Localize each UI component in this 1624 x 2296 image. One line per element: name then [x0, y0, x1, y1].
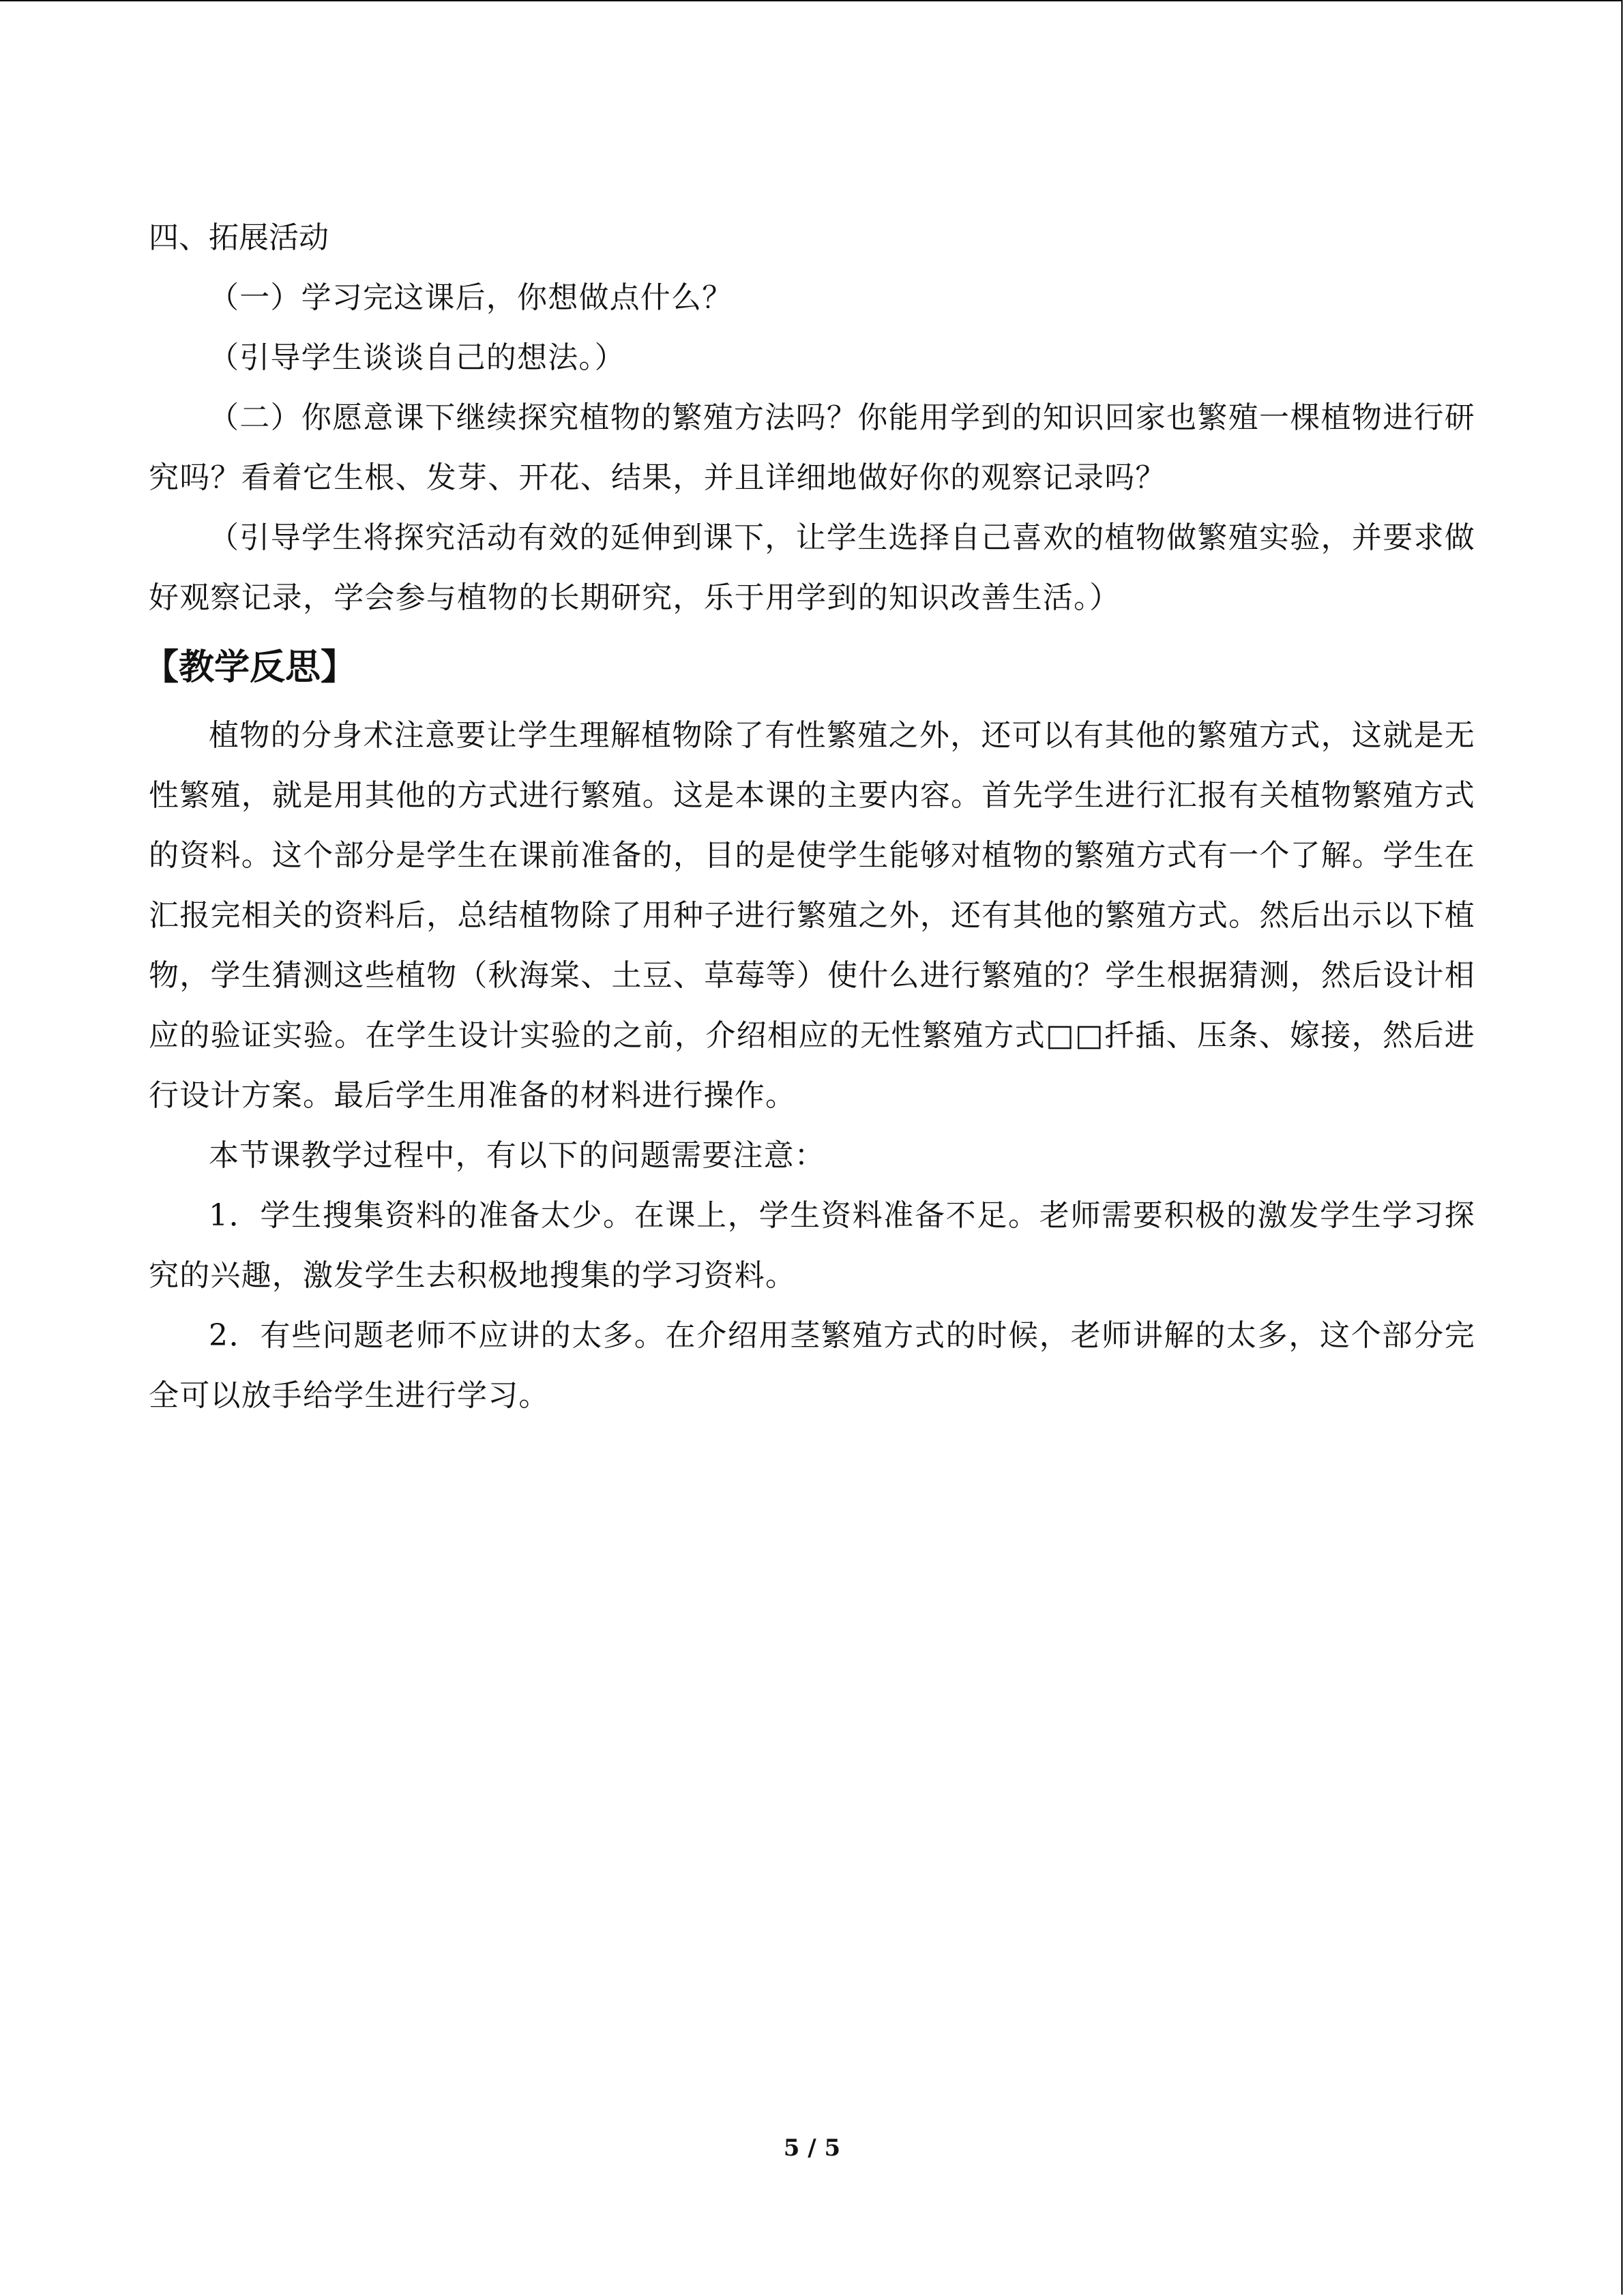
paragraph-guide-one: （引导学生谈谈自己的想法。）	[209, 340, 625, 375]
reflection-issue-two: 2．有些问题老师不应讲的太多。在介绍用茎繁殖方式的时候，老师讲解的太多，这个部分完全可以放手给学生进行学习。	[149, 1318, 1475, 1413]
paragraph-question-two: （二）你愿意课下继续探究植物的繁殖方法吗？你能用学到的知识回家也繁殖一棵植物进行研究吗？看着它生根、发芽、开花、结果，并且详细地做好你的观察记录吗？	[149, 400, 1475, 495]
page-number: 5 / 5	[783, 2134, 841, 2162]
section-heading-extension-activities: 四、拓展活动	[149, 220, 329, 255]
reflection-paragraph-issues-intro: 本节课教学过程中，有以下的问题需要注意：	[209, 1138, 825, 1173]
reflection-paragraph-main: 植物的分身术注意要让学生理解植物除了有性繁殖之外，还可以有其他的繁殖方式，这就是无性繁殖，就是用其他的方式进行繁殖。这是本课的主要内容。首先学生进行汇报有关植物繁殖方式的资料。这个部分是学生在课前准备的，目的是使学生能够对植物的繁殖方式有一个了解。学生在汇报完相关的资料后，总结植物除了用种子进行繁殖之外，还有其他的繁殖方式。然后出示以下植物，学生猜测这些植物（秋海棠、土豆、草莓等）使什么进行繁殖的？学生根据猜测，然后设计相应的验证实验。在学生设计实验的之前，介绍相应的无性繁殖方式□□扦插、压条、嫁接，然后进行设计方案。最后学生用准备的材料进行操作。	[149, 718, 1475, 1113]
reflection-issue-one: 1．学生搜集资料的准备太少。在课上，学生资料准备不足。老师需要积极的激发学生学习探究的兴趣，激发学生去积极地搜集的学习资料。	[149, 1198, 1475, 1293]
teaching-reflection-heading: 【教学反思】	[143, 647, 357, 688]
document-body	[143, 208, 1475, 1426]
paragraph-guide-two: （引导学生将探究活动有效的延伸到课下，让学生选择自己喜欢的植物做繁殖实验，并要求做好观察记录，学会参与植物的长期研究，乐于用学到的知识改善生活。）	[149, 520, 1475, 615]
paragraph-question-one: （一）学习完这课后，你想做点什么？	[209, 280, 733, 315]
